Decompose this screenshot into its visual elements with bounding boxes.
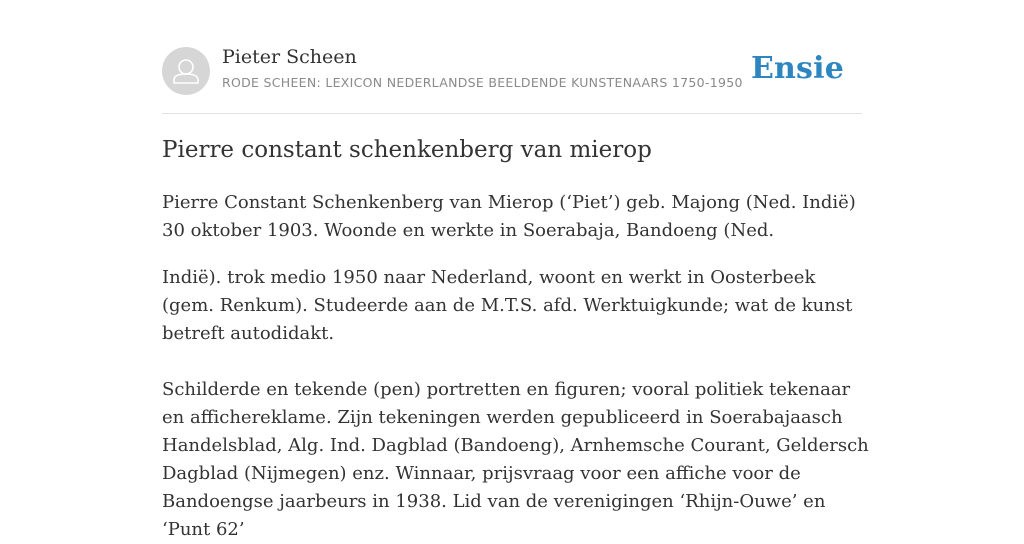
article-title: Pierre constant schenkenberg van mierop	[162, 137, 652, 163]
header-divider	[162, 113, 862, 114]
author-name[interactable]: Pieter Scheen	[222, 46, 357, 68]
ensie-logo[interactable]: Ensie	[750, 51, 844, 86]
article-paragraph: Schilderde en tekende (pen) portretten en figuren; vooral politiek tekenaar en affichereklame. Zijn tekeningen werden gepubliceerd in Soerabajaasch Handelsblad, Alg. Ind. Dagblad (Bandoeng), Arnhemsche Courant, Geldersch Dagblad (Nijmegen) enz. Winnaar, prijsvraag voor een affiche voor de Bandoengse jaarbeurs in 1938. Lid van de verenigingen ‘Rhijn-Ouwe’ en ‘Punt 62’	[162, 379, 869, 540]
source-label[interactable]: RODE SCHEEN: LEXICON NEDERLANDSE BEELDENDE KUNSTENAARS 1750-1950	[222, 75, 743, 90]
article-paragraph: Pierre Constant Schenkenberg van Mierop (‘Piet’) geb. Majong (Ned. Indië) 30 oktober 1903. Woonde en werkte in Soerabaja, Bandoeng (Ned.	[162, 192, 856, 241]
user-avatar-icon	[162, 47, 210, 95]
article-paragraph: Indië). trok medio 1950 naar Nederland, woont en werkt in Oosterbeek (gem. Renkum). Studeerde aan de M.T.S. afd. Werktuigkunde; wat de kunst betreft autodidakt.	[162, 267, 853, 344]
article-header	[162, 46, 862, 96]
